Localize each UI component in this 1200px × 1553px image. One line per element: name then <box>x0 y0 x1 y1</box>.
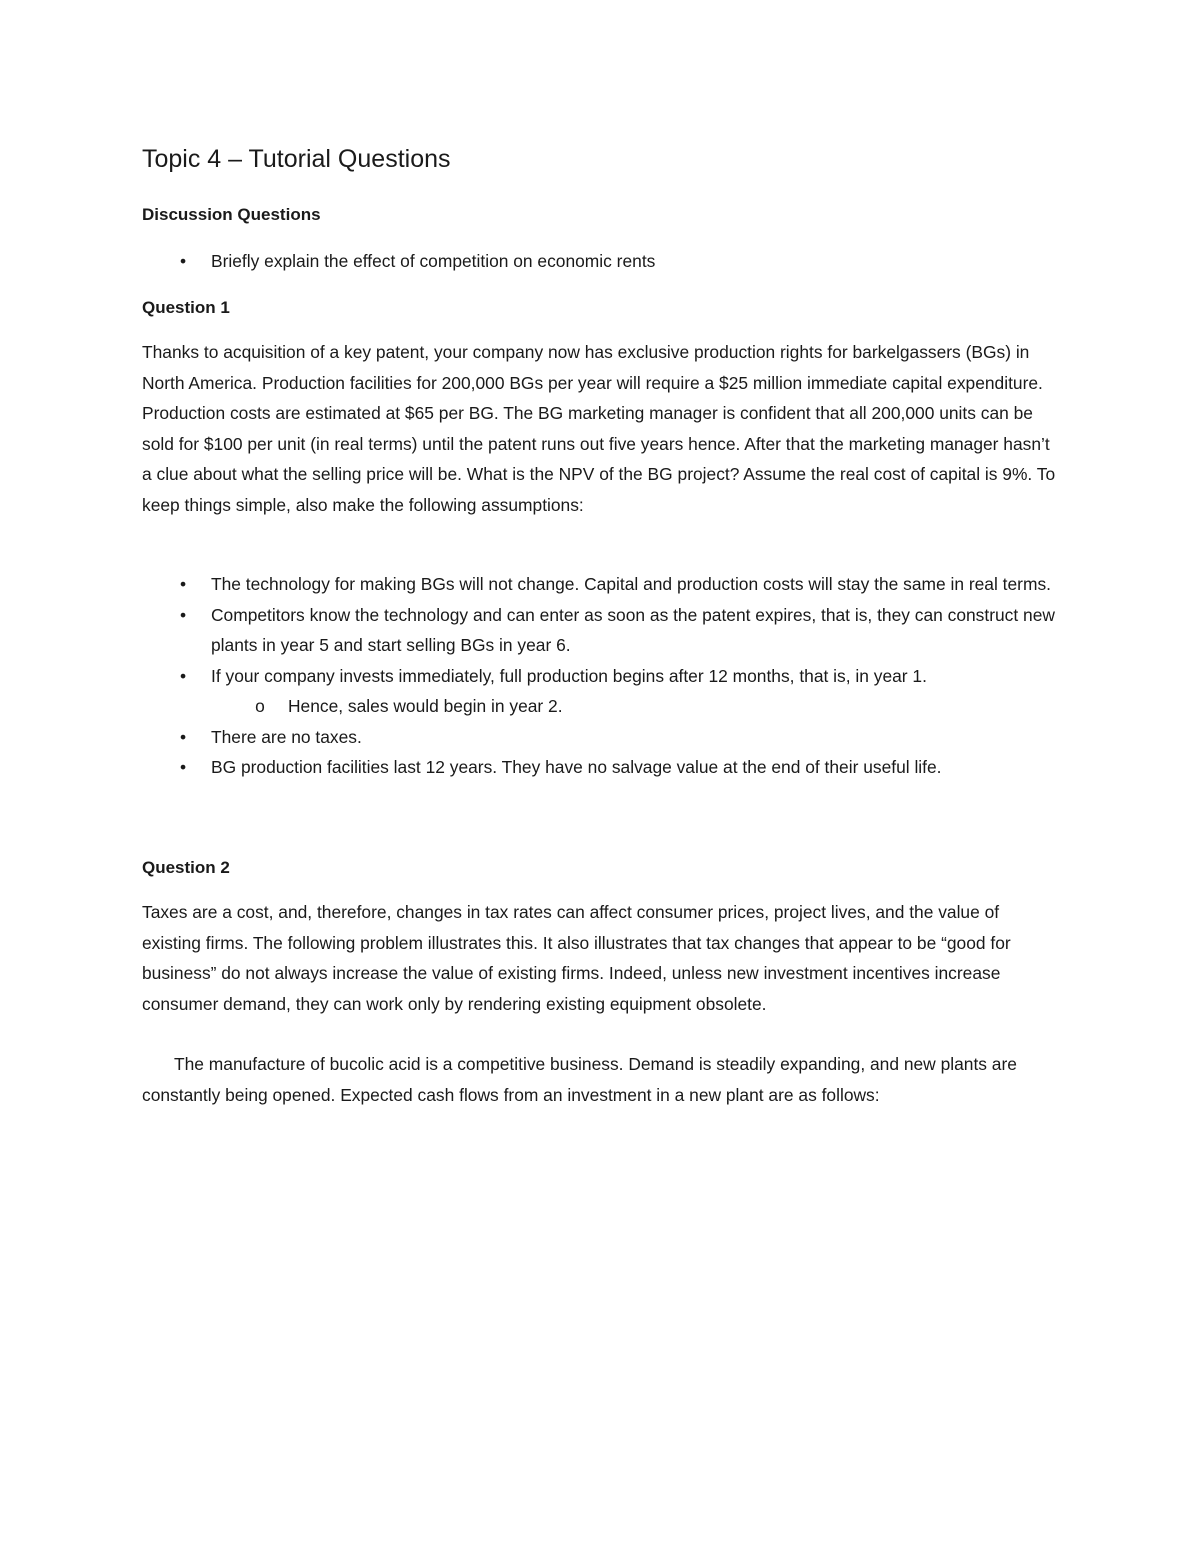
list-item-text: Briefly explain the effect of competition on economic rents <box>211 251 656 271</box>
list-item <box>142 600 1062 661</box>
list-item <box>142 661 1062 692</box>
bullet-icon: • <box>179 665 187 686</box>
list-item-text: BG production facilities last 12 years. They have no salvage value at the end of their useful life. <box>211 757 942 777</box>
bullet-icon: • <box>179 251 187 271</box>
question2-paragraph-1: Taxes are a cost, and, therefore, changes in tax rates can affect consumer prices, project lives, and the value of existing firms. The following problem illustrates this. It also illustrates that tax changes that appear to be “good for business” do not always increase the value of existing firms. Indeed, unless new investment incentives increase consumer demand, they can work only by rendering existing equipment obsolete. <box>142 902 1011 1014</box>
bullet-icon: • <box>179 757 187 777</box>
bullet-icon: • <box>179 574 187 594</box>
page-title: Topic 4 – Tutorial Questions <box>142 145 451 173</box>
list-item-text: There are no taxes. <box>211 726 362 747</box>
list-item <box>142 569 1062 600</box>
bullet-icon: • <box>179 726 187 747</box>
question2-paragraph-2 <box>142 1049 1062 1110</box>
discussion-heading: Discussion Questions <box>142 205 321 224</box>
list-item-text: If your company invests immediately, full production begins after 12 months, that is, in year 1. <box>211 665 927 686</box>
question1-paragraph: Thanks to acquisition of a key patent, your company now has exclusive production rights for barkelgassers (BGs) in North America. Production facilities for 200,000 BGs per year will require a $25 million immediate capital expenditure. Production costs are estimated at $65 per BG. The BG marketing manager is confident that all 200,000 units can be sold for $100 per unit (in real terms) until the patent runs out five years hence. After that the marketing manager hasn’t a clue about what the selling price will be. What is the NPV of the BG project? Assume the real cost of capital is 9%. To keep things simple, also make the following assumptions: <box>142 342 1056 515</box>
list-item-text: Competitors know the technology and can enter as soon as the patent expires, that is, they can construct new plants in year 5 and start selling BGs in year 6. <box>211 604 1055 655</box>
question2-paragraph-2-text: The manufacture of bucolic acid is a competitive business. Demand is steadily expanding, and new plants are constantly being opened. Expected cash flows from an investment in a new plant are as follows: <box>142 1054 1017 1105</box>
question2-heading: Question 2 <box>142 858 230 877</box>
discussion-list <box>142 246 1062 277</box>
list-item <box>142 722 1062 753</box>
list-item-text: Hence, sales would begin in year 2. <box>288 696 563 716</box>
sub-bullet-icon: o <box>255 696 265 716</box>
question1-assumptions <box>142 569 1062 783</box>
list-item-text: The technology for making BGs will not change. Capital and production costs will stay the same in real terms. <box>211 574 1051 594</box>
sub-list-item <box>142 691 1062 722</box>
list-item <box>142 752 1062 783</box>
bullet-icon: • <box>179 604 187 625</box>
list-item <box>142 246 1062 277</box>
question1-heading: Question 1 <box>142 298 230 317</box>
